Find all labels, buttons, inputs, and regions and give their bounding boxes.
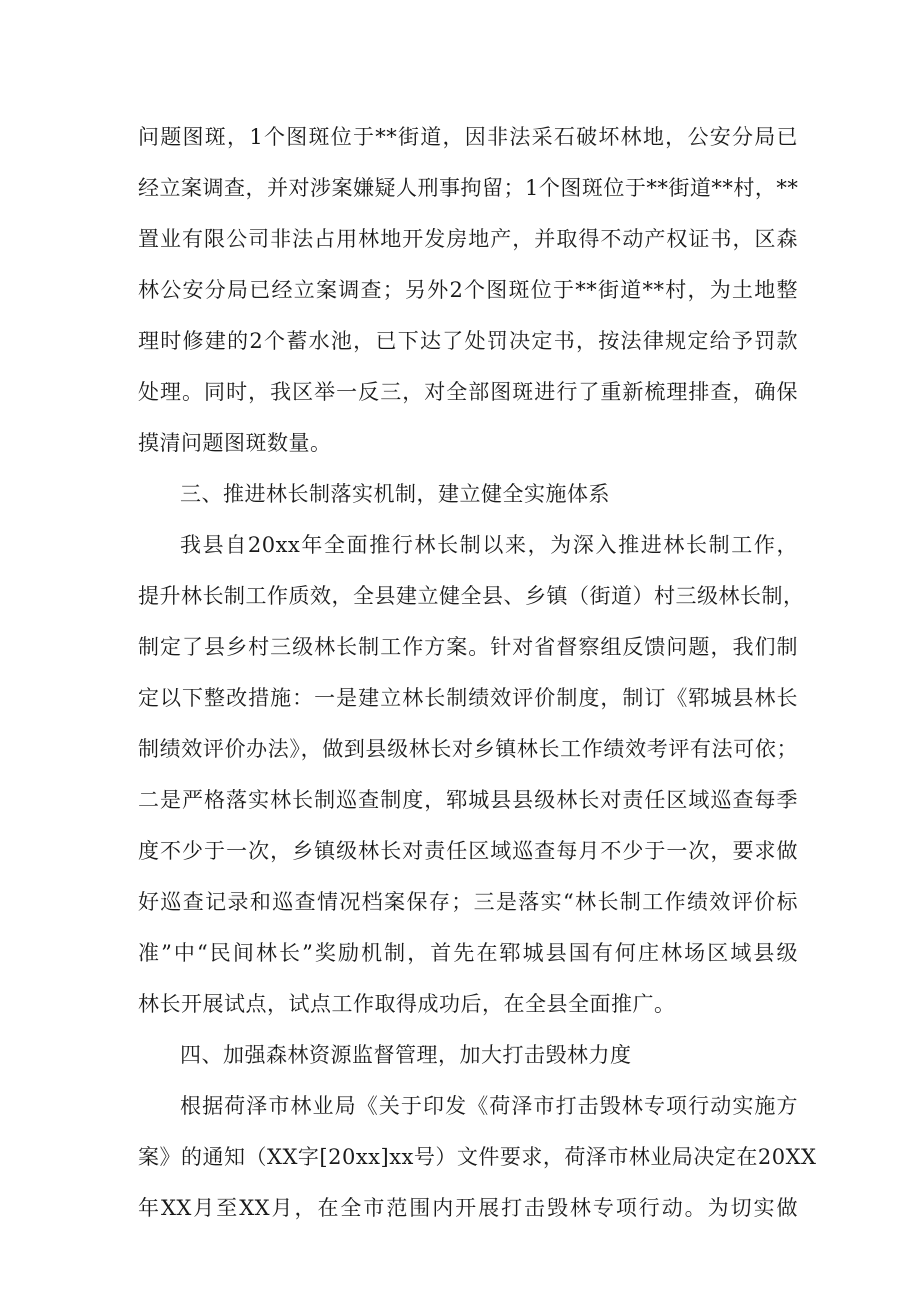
paragraph-1-line-6: 处理。同时，我区举一反三，对全部图斑进行了重新梳理排查，确保	[138, 380, 798, 404]
paragraph-2-line-8: 好巡查记录和巡查情况档案保存；三是落实“林长制工作绩效评价标	[138, 890, 798, 914]
paragraph-2-line-1: 我县自20xx年全面推行林长制以来，为深入推进林长制工作，	[180, 533, 798, 557]
paragraph-1-line-5: 理时修建的2个蓄水池，已下达了处罚决定书，按法律规定给予罚款	[138, 329, 798, 353]
paragraph-2-line-5: 制绩效评价办法》，做到县级林长对乡镇林长工作绩效考评有法可依；	[138, 737, 798, 761]
section-heading-3: 三、推进林长制落实机制，建立健全实施体系	[180, 482, 610, 506]
section-heading-4: 四、加强森林资源监督管理，加大打击毁林力度	[180, 1043, 632, 1067]
paragraph-1-line-3: 置业有限公司非法占用林地开发房地产，并取得不动产权证书，区森	[138, 227, 798, 251]
paragraph-2-line-2: 提升林长制工作质效，全县建立健全县、乡镇（街道）村三级林长制，	[138, 584, 805, 608]
paragraph-1-line-2: 经立案调查，并对涉案嫌疑人刑事拘留；1个图斑位于**街道**村，**	[138, 176, 799, 200]
paragraph-1-line-1: 问题图斑，1个图斑位于**街道，因非法采石破坏林地，公安分局已	[138, 125, 798, 149]
paragraph-1-line-4: 林公安分局已经立案调查；另外2个图斑位于**街道**村，为土地整	[138, 278, 798, 302]
paragraph-3-line-2: 案》的通知（XX字[20xx]xx号）文件要求，荷泽市林业局决定在20XX	[138, 1145, 817, 1169]
paragraph-2-line-10: 林长开展试点，试点工作取得成功后，在全县全面推广。	[138, 992, 676, 1016]
paragraph-3-line-3: 年XX月至XX月，在全市范围内开展打击毁林专项行动。为切实做	[138, 1196, 798, 1220]
paragraph-1-line-7: 摸清问题图斑数量。	[138, 431, 332, 455]
paragraph-3-line-1: 根据荷泽市林业局《关于印发《荷泽市打击毁林专项行动实施方	[180, 1094, 798, 1118]
paragraph-2-line-4: 定以下整改措施：一是建立林长制绩效评价制度，制订《郓城县林长	[138, 686, 798, 710]
paragraph-2-line-6: 二是严格落实林长制巡查制度，郓城县县级林长对责任区域巡查每季	[138, 788, 798, 812]
paragraph-2-line-9: 准”中“民间林长”奖励机制，首先在郓城县国有何庄林场区域县级	[138, 941, 798, 965]
paragraph-2-line-7: 度不少于一次，乡镇级林长对责任区域巡查每月不少于一次，要求做	[138, 839, 798, 863]
paragraph-2-line-3: 制定了县乡村三级林长制工作方案。针对省督察组反馈问题，我们制	[138, 635, 798, 659]
